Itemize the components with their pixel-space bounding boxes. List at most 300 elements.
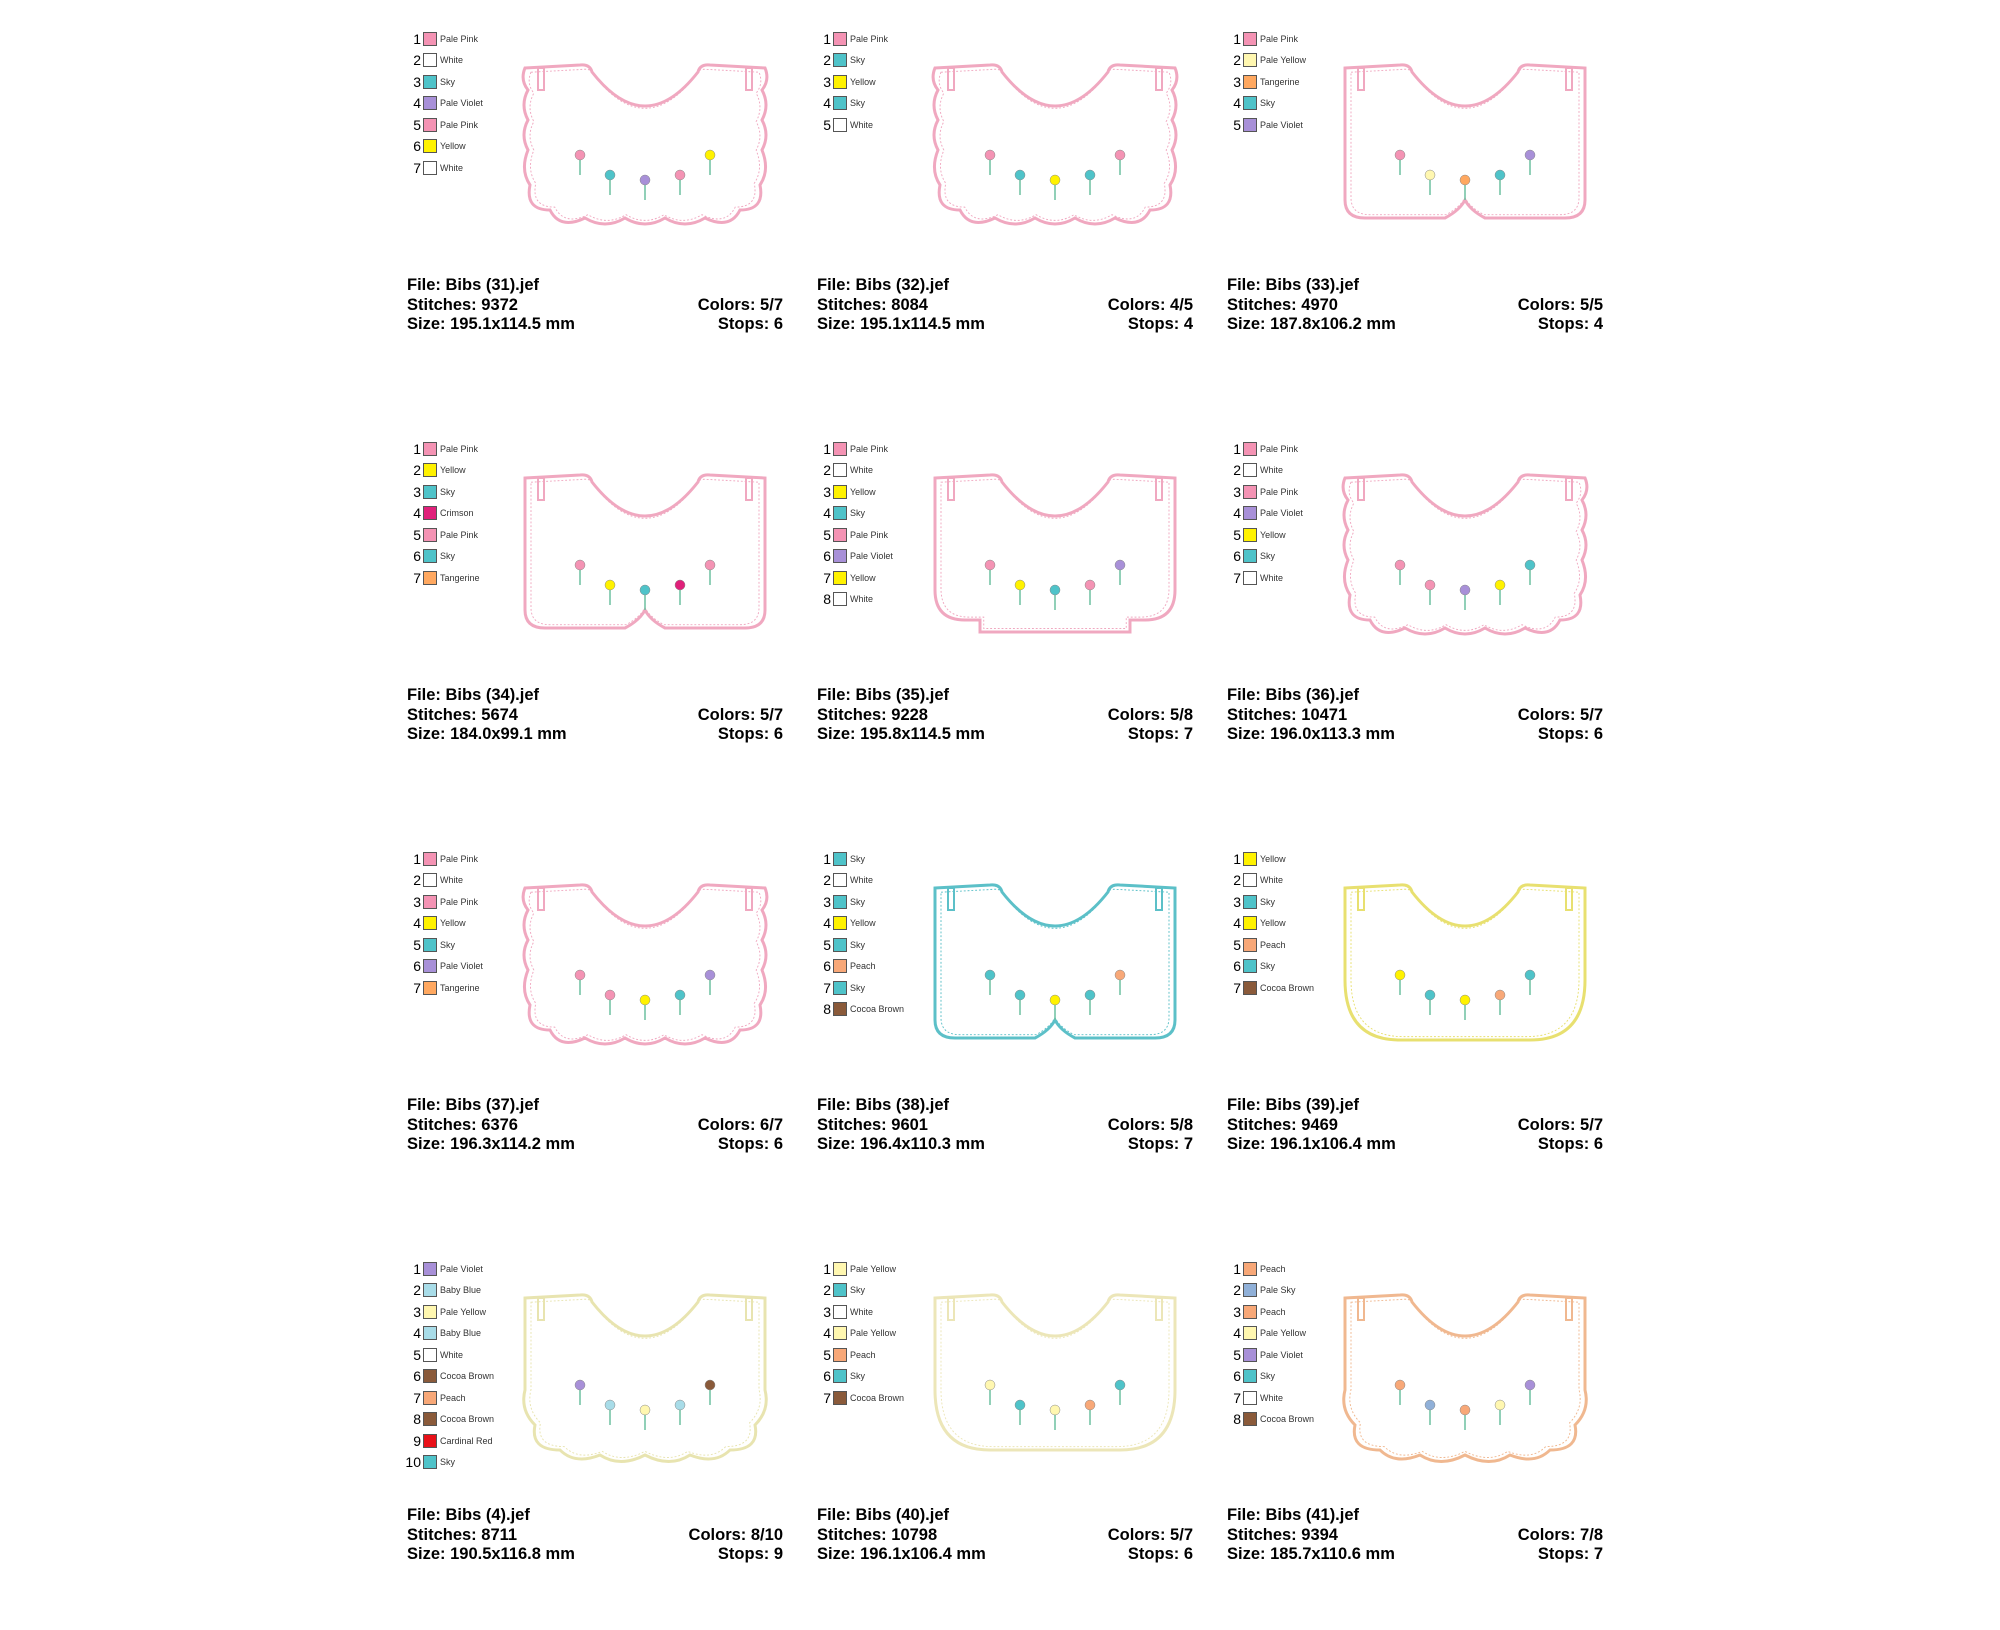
flower-motif [675, 990, 685, 1000]
legend-item [405, 460, 480, 482]
color-swatch [423, 571, 437, 585]
stop-count: Stops: 6 [1537, 725, 1603, 743]
legend-item [815, 503, 893, 525]
legend-color-name: Peach [1260, 1263, 1286, 1274]
legend-item [405, 848, 483, 870]
legend-color-name: Cocoa Brown [440, 1414, 495, 1425]
legend-color-name: White [850, 1306, 874, 1317]
color-swatch [833, 959, 847, 973]
legend-color-name: Pale Violet [440, 98, 483, 109]
color-swatch [1243, 895, 1257, 909]
legend-number: 9 [413, 1432, 421, 1449]
color-swatch [1243, 959, 1257, 973]
legend-color-name: Crimson [440, 508, 474, 519]
legend-item [405, 1452, 494, 1474]
color-swatch [1243, 852, 1257, 866]
legend-color-name: Sky [850, 939, 866, 950]
legend-item [1225, 1387, 1314, 1409]
legend-item [815, 934, 904, 956]
legend-number: 1 [413, 850, 421, 867]
color-swatch [423, 506, 437, 520]
color-swatch [833, 528, 847, 542]
bib-outline [523, 65, 767, 224]
legend-item [1225, 1301, 1314, 1323]
stop-count: Stops: 6 [717, 725, 783, 743]
color-swatch [423, 485, 437, 499]
legend-item [405, 546, 480, 568]
legend-item [405, 1344, 494, 1366]
legend-color-name: Pale Pink [850, 443, 889, 454]
color-swatch [833, 96, 847, 110]
color-swatch [1243, 32, 1257, 46]
color-swatch [423, 528, 437, 542]
thread-color-legend [1225, 848, 1314, 999]
legend-number: 10 [405, 1454, 421, 1471]
legend-number: 7 [413, 159, 421, 176]
color-swatch [1243, 938, 1257, 952]
legend-color-name: Baby Blue [440, 1285, 482, 1296]
legend-number: 6 [413, 1368, 421, 1385]
color-count: Colors: 8/10 [688, 1525, 783, 1544]
legend-number: 5 [413, 526, 421, 543]
color-count: Colors: 5/7 [1517, 1115, 1603, 1134]
legend-color-name: Sky [1260, 896, 1276, 907]
legend-number: 4 [413, 915, 421, 932]
legend-color-name: Sky [440, 76, 456, 87]
legend-item [815, 956, 904, 978]
legend-item [1225, 546, 1303, 568]
legend-color-name: White [850, 119, 874, 130]
legend-number: 4 [1233, 915, 1241, 932]
legend-color-name: Tangerine [440, 572, 480, 583]
legend-number: 7 [1233, 1389, 1241, 1406]
legend-number: 5 [823, 936, 831, 953]
legend-item [405, 977, 483, 999]
color-count: Colors: 7/8 [1517, 1525, 1603, 1544]
file-name: File: Bibs (38).jef [817, 1096, 950, 1114]
flower-motif [1495, 1400, 1505, 1410]
legend-color-name: Sky [1260, 551, 1276, 562]
color-swatch [833, 916, 847, 930]
flower-motif [675, 1400, 685, 1410]
legend-item [815, 1323, 904, 1345]
legend-number: 7 [823, 979, 831, 996]
color-swatch [423, 981, 437, 995]
legend-color-name: Sky [850, 55, 866, 66]
color-swatch [1243, 1262, 1257, 1276]
legend-color-name: White [1260, 572, 1284, 583]
legend-color-name: White [850, 594, 874, 605]
stop-count: Stops: 7 [1127, 725, 1193, 743]
legend-item [405, 870, 483, 892]
design-info [407, 276, 783, 335]
flower-motif [575, 150, 585, 160]
color-count: Colors: 6/7 [697, 1115, 783, 1134]
color-swatch [833, 549, 847, 563]
legend-item [815, 977, 904, 999]
legend-color-name: Yellow [1260, 529, 1286, 540]
color-swatch [1243, 118, 1257, 132]
legend-number: 1 [1233, 850, 1241, 867]
color-swatch [833, 895, 847, 909]
legend-number: 3 [823, 1303, 831, 1320]
design-size: Size: 196.0x113.3 mm [1227, 725, 1395, 743]
legend-number: 8 [1233, 1411, 1241, 1428]
flower-motif [1015, 990, 1025, 1000]
legend-number: 4 [413, 95, 421, 112]
bib-design-preview [520, 880, 770, 1065]
legend-item [1225, 934, 1314, 956]
stop-count: Stops: 9 [717, 1545, 783, 1563]
legend-color-name: Sky [440, 486, 456, 497]
legend-color-name: Cocoa Brown [440, 1371, 495, 1382]
file-name: File: Bibs (36).jef [1227, 686, 1360, 704]
legend-item [1225, 848, 1314, 870]
legend-number: 7 [413, 979, 421, 996]
design-size: Size: 195.8x114.5 mm [817, 725, 985, 743]
legend-color-name: Yellow [850, 572, 876, 583]
legend-item [405, 1323, 494, 1345]
bib-design-preview [930, 1290, 1180, 1475]
stitch-count: Stitches: 6376 [407, 1115, 518, 1134]
legend-number: 2 [413, 52, 421, 69]
color-count: Colors: 5/8 [1107, 1115, 1193, 1134]
legend-item [1225, 977, 1314, 999]
legend-color-name: White [440, 1349, 464, 1360]
legend-color-name: Tangerine [440, 982, 480, 993]
legend-number: 1 [413, 440, 421, 457]
thread-color-legend [1225, 1258, 1314, 1430]
legend-color-name: Cocoa Brown [850, 1392, 905, 1403]
legend-color-name: Cocoa Brown [1260, 982, 1315, 993]
legend-number: 5 [1233, 936, 1241, 953]
legend-color-name: Pale Pink [1260, 443, 1299, 454]
stop-count: Stops: 6 [1537, 1135, 1603, 1153]
color-swatch [423, 938, 437, 952]
color-swatch [1243, 506, 1257, 520]
bib-design-preview [520, 1290, 770, 1475]
design-card [815, 820, 1195, 1220]
color-count: Colors: 5/5 [1517, 295, 1603, 314]
legend-color-name: Cardinal Red [440, 1435, 493, 1446]
legend-number: 4 [823, 95, 831, 112]
flower-motif [1460, 1405, 1470, 1415]
color-swatch [423, 1326, 437, 1340]
design-size: Size: 187.8x106.2 mm [1227, 315, 1396, 333]
legend-item [815, 1280, 904, 1302]
design-card [405, 410, 785, 810]
flower-motif [1115, 150, 1125, 160]
legend-number: 3 [823, 893, 831, 910]
flower-motif [1425, 990, 1435, 1000]
color-swatch [1243, 1305, 1257, 1319]
flower-motif [1495, 990, 1505, 1000]
legend-item [815, 438, 893, 460]
stitch-count: Stitches: 9228 [817, 705, 928, 724]
color-swatch [833, 1283, 847, 1297]
color-swatch [423, 1348, 437, 1362]
design-info [1227, 686, 1603, 745]
legend-item [815, 999, 904, 1021]
color-swatch [423, 1455, 437, 1469]
legend-item [405, 1280, 494, 1302]
color-swatch [423, 1391, 437, 1405]
legend-item [1225, 71, 1306, 93]
color-swatch [833, 442, 847, 456]
file-name: File: Bibs (34).jef [407, 686, 540, 704]
legend-item [405, 50, 483, 72]
flower-motif [1085, 170, 1095, 180]
design-info [1227, 1506, 1603, 1565]
stitch-count: Stitches: 9469 [1227, 1115, 1338, 1134]
flower-motif [1395, 150, 1405, 160]
design-info [817, 1506, 1193, 1565]
color-swatch [423, 852, 437, 866]
legend-number: 6 [1233, 548, 1241, 565]
design-card [405, 1230, 785, 1630]
legend-color-name: Pale Yellow [440, 1306, 487, 1317]
flower-motif [605, 170, 615, 180]
legend-color-name: White [440, 55, 464, 66]
color-swatch [423, 1412, 437, 1426]
color-swatch [833, 1262, 847, 1276]
stop-count: Stops: 6 [1127, 1545, 1193, 1563]
legend-item [815, 546, 893, 568]
design-size: Size: 196.1x106.4 mm [1227, 1135, 1396, 1153]
legend-number: 5 [1233, 1346, 1241, 1363]
design-size: Size: 184.0x99.1 mm [407, 725, 567, 743]
legend-color-name: Peach [1260, 1306, 1286, 1317]
color-swatch [833, 852, 847, 866]
stitch-count: Stitches: 5674 [407, 705, 518, 724]
bib-design-preview [1340, 880, 1590, 1065]
color-swatch [423, 53, 437, 67]
color-swatch [1243, 442, 1257, 456]
color-count: Colors: 4/5 [1107, 295, 1193, 314]
color-swatch [1243, 1326, 1257, 1340]
color-swatch [833, 32, 847, 46]
legend-item [815, 524, 893, 546]
legend-item [405, 114, 483, 136]
legend-color-name: White [1260, 875, 1284, 886]
legend-number: 5 [1233, 526, 1241, 543]
color-swatch [1243, 1348, 1257, 1362]
legend-item [1225, 870, 1314, 892]
color-count: Colors: 5/7 [697, 295, 783, 314]
flower-motif [1085, 1400, 1095, 1410]
legend-color-name: Pale Pink [440, 33, 479, 44]
legend-color-name: Pale Sky [1260, 1285, 1296, 1296]
flower-motif [1460, 995, 1470, 1005]
color-swatch [423, 32, 437, 46]
flower-motif [675, 170, 685, 180]
legend-color-name: Tangerine [1260, 76, 1300, 87]
flower-motif [640, 175, 650, 185]
legend-item [1225, 114, 1306, 136]
flower-motif [1015, 1400, 1025, 1410]
legend-number: 8 [413, 1411, 421, 1428]
stitch-count: Stitches: 10471 [1227, 705, 1348, 724]
color-swatch [833, 53, 847, 67]
file-name: File: Bibs (35).jef [817, 686, 950, 704]
flower-motif [605, 580, 615, 590]
bib-outline [1343, 475, 1587, 634]
flower-motif [985, 1380, 995, 1390]
color-swatch [1243, 528, 1257, 542]
flower-motif [1115, 970, 1125, 980]
color-swatch [1243, 981, 1257, 995]
legend-color-name: Sky [850, 508, 866, 519]
stop-count: Stops: 4 [1127, 315, 1193, 333]
flower-motif [605, 1400, 615, 1410]
legend-number: 5 [413, 936, 421, 953]
thread-color-legend [1225, 438, 1303, 589]
legend-number: 2 [823, 1282, 831, 1299]
legend-item [815, 71, 888, 93]
flower-motif [1525, 150, 1535, 160]
flower-motif [705, 150, 715, 160]
legend-number: 5 [413, 116, 421, 133]
legend-number: 2 [823, 462, 831, 479]
legend-number: 2 [1233, 872, 1241, 889]
legend-number: 5 [823, 116, 831, 133]
color-swatch [423, 1283, 437, 1297]
legend-number: 4 [1233, 1325, 1241, 1342]
legend-number: 3 [1233, 483, 1241, 500]
legend-number: 2 [1233, 52, 1241, 69]
flower-motif [675, 580, 685, 590]
color-swatch [423, 916, 437, 930]
bib-design-preview [930, 470, 1180, 655]
design-card [1225, 820, 1605, 1220]
flower-motif [575, 1380, 585, 1390]
file-name: File: Bibs (32).jef [817, 276, 950, 294]
file-name: File: Bibs (40).jef [817, 1506, 950, 1524]
color-count: Colors: 5/8 [1107, 705, 1193, 724]
color-swatch [1243, 873, 1257, 887]
legend-item [815, 93, 888, 115]
legend-number: 6 [1233, 1368, 1241, 1385]
stop-count: Stops: 6 [717, 315, 783, 333]
legend-item [405, 1258, 494, 1280]
flower-motif [1115, 1380, 1125, 1390]
color-swatch [833, 1305, 847, 1319]
legend-color-name: Yellow [850, 918, 876, 929]
legend-number: 6 [823, 1368, 831, 1385]
legend-color-name: Yellow [440, 141, 466, 152]
legend-color-name: Peach [1260, 939, 1286, 950]
thread-color-legend [815, 1258, 904, 1409]
legend-item [815, 891, 904, 913]
flower-motif [605, 990, 615, 1000]
stop-count: Stops: 7 [1127, 1135, 1193, 1153]
legend-color-name: Yellow [1260, 853, 1286, 864]
legend-item [1225, 1323, 1314, 1345]
flower-motif [1085, 580, 1095, 590]
flower-motif [1050, 995, 1060, 1005]
legend-color-name: White [850, 465, 874, 476]
legend-color-name: Pale Pink [1260, 486, 1299, 497]
legend-color-name: White [1260, 1392, 1284, 1403]
color-swatch [833, 1391, 847, 1405]
flower-motif [1015, 170, 1025, 180]
legend-number: 6 [413, 958, 421, 975]
stitch-count: Stitches: 9601 [817, 1115, 928, 1134]
legend-number: 4 [823, 505, 831, 522]
legend-item [815, 1258, 904, 1280]
stop-count: Stops: 6 [717, 1135, 783, 1153]
legend-number: 3 [1233, 73, 1241, 90]
color-swatch [423, 1305, 437, 1319]
legend-item [1225, 460, 1303, 482]
legend-color-name: Pale Yellow [1260, 55, 1307, 66]
legend-item [405, 891, 483, 913]
design-card [405, 820, 785, 1220]
legend-item [815, 50, 888, 72]
legend-number: 1 [413, 1260, 421, 1277]
legend-item [405, 438, 480, 460]
legend-item [405, 28, 483, 50]
color-swatch [423, 873, 437, 887]
color-swatch [1243, 1391, 1257, 1405]
legend-number: 3 [413, 1303, 421, 1320]
legend-color-name: Pale Pink [440, 119, 479, 130]
legend-item [405, 481, 480, 503]
color-swatch [423, 1262, 437, 1276]
legend-number: 2 [1233, 1282, 1241, 1299]
color-swatch [833, 592, 847, 606]
legend-item [1225, 1258, 1314, 1280]
design-card [815, 410, 1195, 810]
legend-number: 7 [413, 1389, 421, 1406]
legend-item [1225, 567, 1303, 589]
flower-motif [1460, 585, 1470, 595]
color-swatch [1243, 571, 1257, 585]
file-name: File: Bibs (31).jef [407, 276, 540, 294]
legend-color-name: Pale Pink [440, 896, 479, 907]
legend-color-name: Pale Pink [440, 443, 479, 454]
legend-number: 1 [413, 30, 421, 47]
legend-color-name: White [440, 875, 464, 886]
color-swatch [1243, 549, 1257, 563]
legend-item [405, 567, 480, 589]
legend-number: 7 [1233, 979, 1241, 996]
legend-number: 3 [413, 893, 421, 910]
legend-number: 3 [823, 73, 831, 90]
color-swatch [833, 873, 847, 887]
legend-item [815, 848, 904, 870]
legend-number: 4 [413, 1325, 421, 1342]
legend-color-name: Sky [850, 853, 866, 864]
design-card [1225, 0, 1605, 400]
color-swatch [833, 1326, 847, 1340]
legend-number: 1 [823, 440, 831, 457]
legend-color-name: Pale Violet [850, 551, 893, 562]
legend-item [405, 136, 483, 158]
design-size: Size: 185.7x110.6 mm [1227, 1545, 1395, 1563]
thread-color-legend [405, 28, 483, 179]
color-swatch [423, 1434, 437, 1448]
color-swatch [833, 118, 847, 132]
color-swatch [1243, 485, 1257, 499]
legend-item [1225, 891, 1314, 913]
color-swatch [423, 139, 437, 153]
design-info [817, 276, 1193, 335]
file-name: File: Bibs (37).jef [407, 1096, 540, 1114]
legend-item [815, 114, 888, 136]
design-info [1227, 1096, 1603, 1155]
legend-item [1225, 956, 1314, 978]
